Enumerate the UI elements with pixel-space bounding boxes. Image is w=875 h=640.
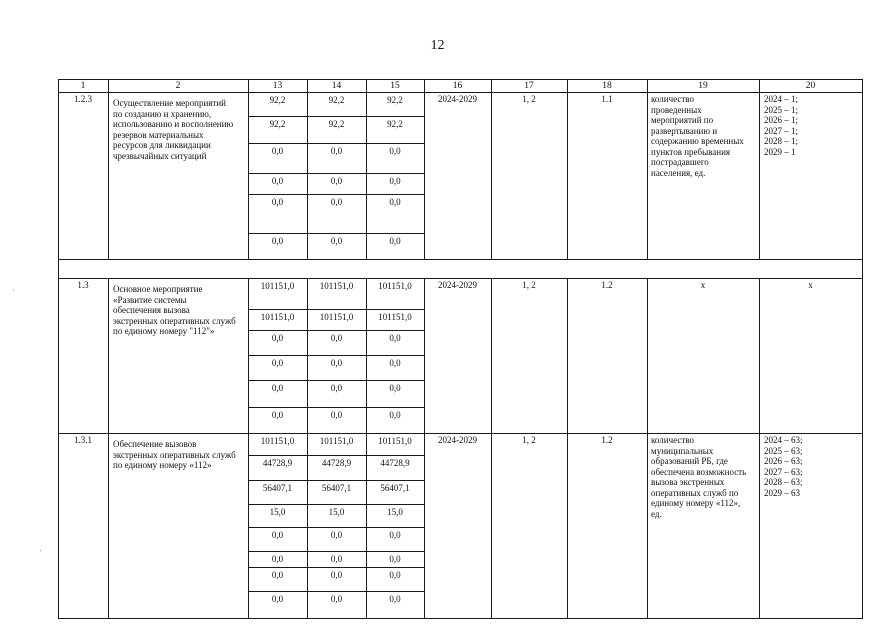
- target-line: 2028 – 1;: [764, 136, 799, 146]
- value-cell: 56407,1: [262, 483, 293, 493]
- col18-cell: 1.2: [601, 280, 613, 290]
- row-divider: [58, 618, 863, 619]
- row-name-line: обеспечения вызова: [113, 305, 190, 315]
- value-cell: 0,0: [330, 236, 343, 246]
- sub-row-divider: [248, 591, 424, 592]
- row-name-line: экстренных оперативных служб: [113, 315, 236, 326]
- col-line: [567, 278, 568, 433]
- value-cell: 0,0: [389, 594, 401, 604]
- period-cell: 2024-2029: [438, 94, 477, 104]
- value-cell: 0,0: [330, 197, 343, 207]
- value-cell: 0,0: [389, 146, 401, 156]
- value-cell: 0,0: [389, 554, 401, 564]
- value-cell: 92,2: [387, 119, 403, 129]
- header-cell: 19: [698, 81, 708, 91]
- value-cell: 0,0: [271, 410, 284, 420]
- value-cell: 44728,9: [262, 458, 293, 468]
- value-cell: 0,0: [271, 383, 284, 393]
- indicator-line: населения, ед.: [651, 167, 706, 178]
- target-cell: х: [808, 280, 813, 290]
- indicator-line: развертыванию и: [651, 125, 718, 136]
- table-border-left: [58, 79, 59, 619]
- value-cell: 0,0: [271, 594, 284, 604]
- row-number: 1.2.3: [74, 94, 92, 104]
- value-cell: 92,2: [328, 95, 345, 105]
- header-cell: 17: [524, 81, 534, 91]
- row-name-line: по созданию и хранению,: [113, 108, 212, 119]
- value-cell: 0,0: [271, 333, 284, 343]
- value-cell: 101151,0: [378, 436, 412, 446]
- value-cell: 0,0: [389, 570, 401, 580]
- value-cell: 0,0: [389, 197, 401, 207]
- value-cell: 92,2: [328, 119, 345, 129]
- col18-cell: 1.1: [601, 94, 613, 104]
- sub-row-divider: [248, 455, 424, 456]
- indicator-line: обеспечена возможность: [651, 466, 747, 477]
- indicator-line: количество: [651, 435, 694, 445]
- value-cell: 101151,0: [260, 312, 295, 322]
- col17-cell: 1, 2: [522, 94, 536, 104]
- value-cell: 15,0: [328, 507, 345, 517]
- target-line: 2029 – 1: [764, 146, 796, 157]
- col-line: [567, 92, 568, 259]
- sub-row-divider: [248, 380, 424, 381]
- value-cell: 101151,0: [319, 281, 354, 291]
- header-divider: [58, 92, 863, 93]
- sub-row-divider: [248, 527, 424, 528]
- value-cell: 56407,1: [321, 483, 352, 493]
- value-cell: 0,0: [330, 570, 343, 580]
- row-divider: [58, 259, 863, 260]
- row-name-line: использованию и восполнению: [113, 119, 234, 129]
- header-cell: 1: [80, 81, 86, 91]
- header-cell: 20: [805, 81, 816, 91]
- value-cell: 0,0: [389, 410, 401, 420]
- target-line: 2024 – 1;: [764, 94, 799, 104]
- value-cell: 0,0: [389, 358, 401, 368]
- value-cell: 0,0: [330, 383, 343, 393]
- indicator-line: муниципальных: [651, 445, 714, 456]
- sub-row-divider: [248, 407, 424, 408]
- sub-row-divider: [248, 567, 424, 568]
- col-line: [108, 92, 109, 259]
- target-line: 2026 – 1;: [764, 115, 799, 125]
- page-number: 12: [430, 38, 445, 53]
- row-name-line: экстренных оперативных служб: [113, 449, 236, 460]
- value-cell: 15,0: [387, 507, 403, 517]
- col17-cell: 1, 2: [522, 280, 536, 290]
- value-cell: 0,0: [389, 530, 401, 540]
- indicator-line: образований РБ, где: [651, 456, 728, 466]
- indicator-line: пострадавшего: [651, 157, 709, 167]
- period-cell: 2024-2029: [438, 435, 477, 445]
- target-line: 2025 – 1;: [764, 104, 799, 115]
- value-cell: 92,2: [387, 95, 403, 105]
- row-name-line: по единому номеру «112»: [113, 460, 212, 470]
- sub-row-divider: [248, 504, 424, 505]
- sub-row-divider: [248, 143, 424, 144]
- row-number: 1.3: [77, 280, 89, 290]
- target-line: 2025 – 63;: [764, 445, 803, 456]
- indicator-cell: х: [700, 280, 706, 290]
- indicator-line: пунктов пребывания: [651, 146, 731, 157]
- target-line: 2027 – 63;: [764, 466, 803, 477]
- sub-row-divider: [248, 173, 424, 174]
- header-cell: 14: [331, 81, 342, 91]
- indicator-line: проведенных: [651, 104, 702, 115]
- col-line: [424, 92, 425, 259]
- row-name-line: по единому номеру "112"»: [113, 326, 215, 336]
- value-cell: 15,0: [269, 507, 286, 517]
- indicator-line: количество: [651, 94, 694, 104]
- header-cell: 2: [175, 81, 181, 91]
- sub-row-divider: [248, 309, 424, 310]
- sub-row-divider: [248, 233, 424, 234]
- col-line: [491, 278, 492, 433]
- indicator-line: ед.: [651, 508, 662, 519]
- col-line: [647, 433, 648, 618]
- indicator-line: единому номеру «112»,: [651, 498, 741, 508]
- gap-row-divider: [58, 278, 863, 279]
- value-cell: 0,0: [271, 554, 284, 564]
- value-cell: 0,0: [330, 594, 343, 604]
- row-name-line: «Развитие системы: [113, 294, 187, 305]
- value-cell: 101151,0: [378, 281, 412, 291]
- indicator-line: содержанию временных: [651, 136, 744, 146]
- value-cell: 0,0: [271, 570, 284, 580]
- indicator-line: вызова экстренных: [651, 477, 725, 487]
- row-name-line: Осуществление мероприятий: [113, 98, 226, 108]
- value-cell: 44728,9: [380, 458, 410, 468]
- value-cell: 0,0: [330, 358, 343, 368]
- col-line: [491, 92, 492, 259]
- sub-row-divider: [248, 355, 424, 356]
- value-cell: 0,0: [271, 176, 284, 186]
- value-cell: 44728,9: [321, 458, 352, 468]
- period-cell: 2024-2029: [438, 280, 477, 290]
- value-cell: 0,0: [389, 236, 401, 246]
- target-line: 2027 – 1;: [764, 125, 799, 136]
- value-cell: 0,0: [271, 146, 284, 156]
- value-cell: 101151,0: [378, 312, 412, 322]
- value-cell: 101151,0: [260, 281, 295, 291]
- sub-row-divider: [248, 330, 424, 331]
- value-cell: 92,2: [269, 95, 286, 105]
- scan-speck: ʹ: [40, 548, 42, 557]
- row-name-line: Обеспечение вызовов: [113, 439, 197, 449]
- indicator-line: мероприятий по: [651, 115, 714, 125]
- col-line: [424, 278, 425, 433]
- header-cell: 16: [452, 81, 463, 91]
- target-line: 2029 – 63: [764, 487, 800, 498]
- sub-row-divider: [248, 551, 424, 552]
- col-line: [759, 433, 760, 618]
- col18-cell: 1.2: [601, 435, 613, 445]
- value-cell: 0,0: [330, 176, 343, 186]
- col-line: [424, 433, 425, 618]
- scan-speck: ·: [12, 286, 15, 295]
- value-cell: 0,0: [330, 410, 343, 420]
- row-name-line: ресурсов для ликвидации: [113, 140, 211, 150]
- sub-row-divider: [248, 480, 424, 481]
- row-name-line: резервов материальных: [113, 129, 204, 140]
- value-cell: 0,0: [389, 383, 401, 393]
- col-line: [759, 92, 760, 259]
- target-line: 2028 – 63;: [764, 477, 803, 487]
- col-line: [108, 433, 109, 618]
- value-cell: 0,0: [271, 530, 284, 540]
- row-number: 1.3.1: [74, 435, 92, 445]
- col-line: [647, 278, 648, 433]
- target-line: 2026 – 63;: [764, 456, 803, 466]
- indicator-line: оперативных служб по: [651, 487, 739, 498]
- value-cell: 101151,0: [319, 312, 354, 322]
- header-cell: 18: [602, 81, 612, 91]
- row-name-line: чрезвычайных ситуаций: [113, 150, 207, 161]
- value-cell: 0,0: [330, 530, 343, 540]
- value-cell: 0,0: [271, 358, 284, 368]
- table-border-right: [862, 79, 863, 619]
- value-cell: 101151,0: [260, 436, 295, 446]
- value-cell: 0,0: [271, 236, 284, 246]
- value-cell: 0,0: [271, 197, 284, 207]
- value-cell: 0,0: [389, 176, 401, 186]
- header-cell: 15: [390, 81, 400, 91]
- col-line: [491, 433, 492, 618]
- sub-row-divider: [248, 116, 424, 117]
- value-cell: 0,0: [330, 146, 343, 156]
- value-cell: 0,0: [330, 554, 343, 564]
- target-line: 2024 – 63;: [764, 435, 803, 445]
- col-line: [759, 278, 760, 433]
- table-border-top: [58, 79, 863, 80]
- value-cell: 0,0: [389, 333, 401, 343]
- col17-cell: 1, 2: [522, 435, 536, 445]
- col-line: [108, 278, 109, 433]
- col-line: [647, 92, 648, 259]
- row-divider: [58, 433, 863, 434]
- header-cell: 13: [272, 81, 283, 91]
- value-cell: 101151,0: [319, 436, 354, 446]
- value-cell: 0,0: [330, 333, 343, 343]
- value-cell: 56407,1: [380, 483, 410, 493]
- row-name-line: Основное мероприятие: [113, 284, 203, 294]
- col-line: [567, 433, 568, 618]
- value-cell: 92,2: [269, 119, 286, 129]
- sub-row-divider: [248, 194, 424, 195]
